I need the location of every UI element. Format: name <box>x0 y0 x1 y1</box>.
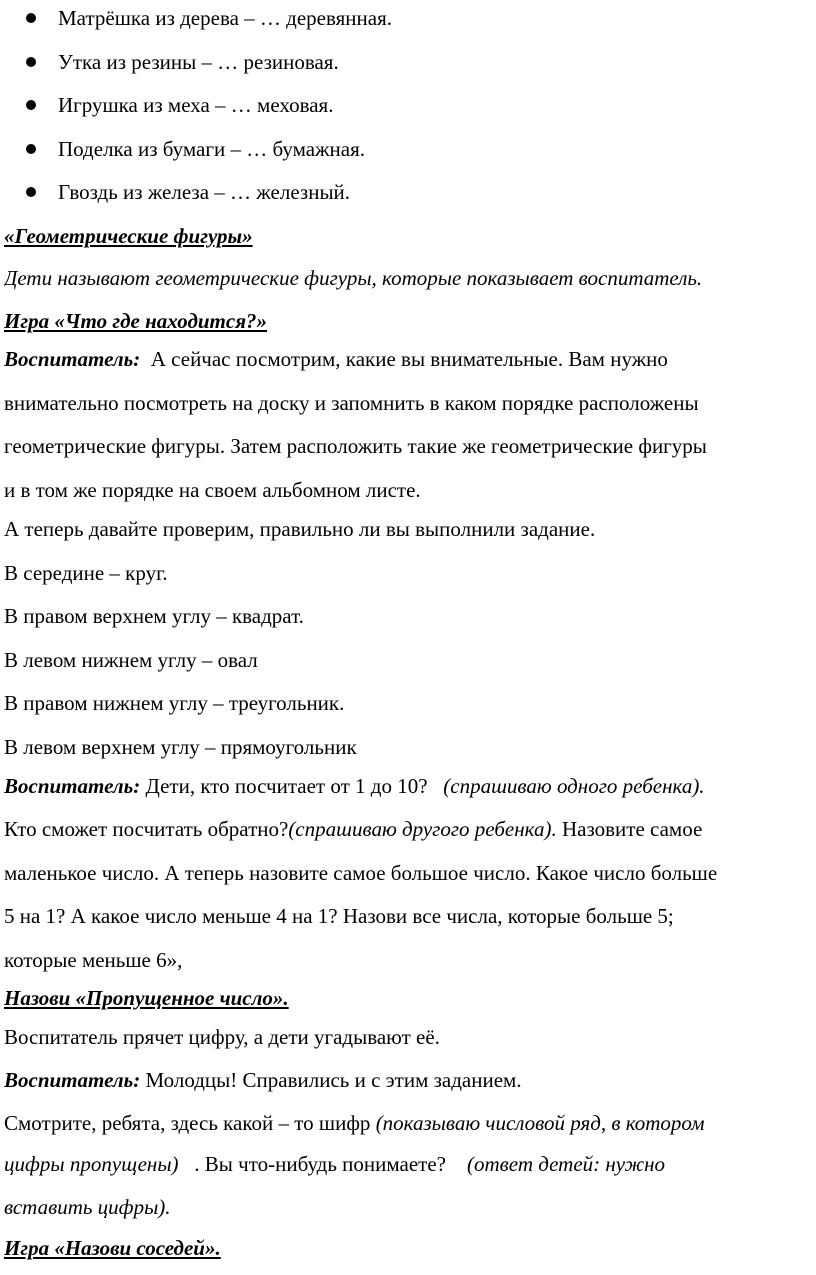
paragraph-line: Воспитатель: Дети, кто посчитает от 1 до 10? (спрашиваю одного ребенка). <box>4 774 705 798</box>
paragraph-line: А теперь давайте проверим, правильно ли вы выполнили задание. <box>4 517 596 541</box>
bullet-icon <box>26 100 36 110</box>
paragraph-line: цифры пропущены) . Вы что-нибудь понимаете? (ответ детей: нужно <box>4 1152 666 1176</box>
speaker-label: Воспитатель: <box>4 347 141 371</box>
paragraph-line: 5 на 1? А какое число меньше 4 на 1? Назови все числа, которые больше 5; <box>4 904 674 928</box>
list-item: Матрёшка из дерева – … деревянная. <box>26 4 816 32</box>
paragraph-line: Кто сможет посчитать обратно?(спрашиваю другого ребенка). Назовите самое <box>4 817 703 841</box>
bullet-icon <box>26 57 36 67</box>
list-item: Утка из резины – … резиновая. <box>26 48 816 76</box>
bullet-icon <box>26 144 36 154</box>
bullet-icon <box>26 187 36 197</box>
paragraph-line: Воспитатель прячет цифру, а дети угадывают её. <box>4 1025 440 1049</box>
paragraph-line: внимательно посмотреть на доску и запомнить в каком порядке расположены <box>4 391 699 415</box>
paragraph-line: В правом верхнем углу – квадрат. <box>4 604 304 628</box>
paragraph-line: Смотрите, ребята, здесь какой – то шифр (показываю числовой ряд, в котором <box>4 1111 705 1135</box>
paragraph-line: В левом верхнем углу – прямоугольник <box>4 735 357 759</box>
bullet-icon <box>26 13 36 23</box>
list-item: Поделка из бумаги – … бумажная. <box>26 135 816 163</box>
section-heading-geometry: «Геометрические фигуры» <box>4 224 253 248</box>
paragraph-line: маленькое число. А теперь назовите самое большое число. Какое число больше <box>4 861 718 885</box>
paragraph-line: В правом нижнем углу – треугольник. <box>4 691 345 715</box>
section-heading-where: Игра «Что где находится?» <box>4 309 268 333</box>
list-item: Игрушка из меха – … меховая. <box>26 91 816 119</box>
paragraph-line: В левом нижнем углу – овал <box>4 648 258 672</box>
section-heading-neighbors: Игра «Назови соседей». <box>4 1236 221 1260</box>
paragraph-line: В середине – круг. <box>4 561 168 585</box>
speaker-label: Воспитатель: <box>4 1068 141 1092</box>
geometry-text: Дети называют геометрические фигуры, которые показывает воспитатель. <box>4 266 703 290</box>
section-heading-missing: Назови «Пропущенное число». <box>4 986 289 1010</box>
paragraph-line: которые меньше 6», <box>4 948 183 972</box>
paragraph-line: геометрические фигуры. Затем расположить такие же геометрические фигуры <box>4 434 707 458</box>
list-item: Гвоздь из железа – … железный. <box>26 178 816 206</box>
speaker-label: Воспитатель: <box>4 774 141 798</box>
paragraph-line: Воспитатель: А сейчас посмотрим, какие вы внимательные. Вам нужно <box>4 347 668 371</box>
paragraph-line: вставить цифры). <box>4 1195 171 1219</box>
paragraph-line: Воспитатель: Молодцы! Справились и с этим заданием. <box>4 1068 522 1092</box>
paragraph-line: и в том же порядке на своем альбомном листе. <box>4 478 421 502</box>
